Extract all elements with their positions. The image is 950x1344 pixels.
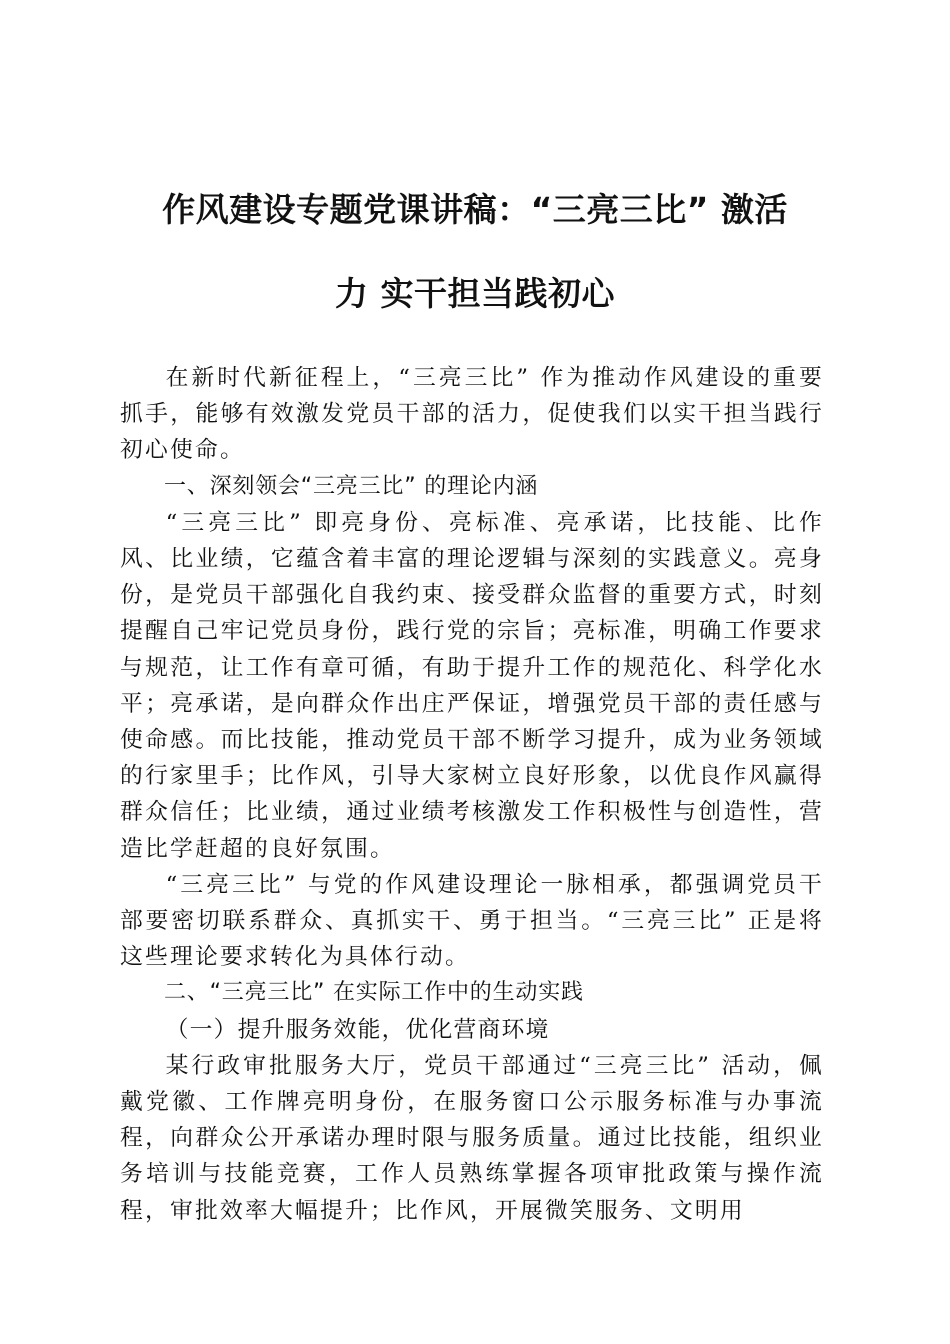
title-line-1: 作风建设专题党课讲稿：“三亮三比” 激活 [162,190,788,229]
section-2-subheading-1: （一）提升服务效能，优化营商环境 [165,1016,550,1043]
title-line-2: 力 实干担当践初心 [335,274,615,313]
section-2-paragraph-1: 某行政审批服务大厅，党员干部通过“三亮三比” 活动，佩戴党徽、工作牌亮明身份，在服务窗口公示服务标准与办事流程，向群众公开承诺办理时限与服务质量。通过比技能，组织业务培训与技能竞赛，工作人员熟练掌握各项审批政策与操作流程，审批效率大幅提升；比作风，开展微笑服务、文明用 [120,1052,824,1224]
document-body [120,360,824,1229]
intro-paragraph: 在新时代新征程上，“三亮三比” 作为推动作风建设的重要抓手，能够有效激发党员干部的活力，促使我们以实干担当践行初心使命。 [120,365,824,464]
section-1-paragraph-1: “三亮三比” 即亮身份、亮标准、亮承诺，比技能、比作风、比业绩，它蕴含着丰富的理论逻辑与深刻的实践意义。亮身份，是党员干部强化自我约束、接受群众监督的重要方式，时刻提醒自己牢记党员身份，践行党的宗旨；亮标准，明确工作要求与规范，让工作有章可循，有助于提升工作的规范化、科学化水平；亮承诺，是向群众作出庄严保证，增强党员干部的责任感与使命感。而比技能，推动党员干部不断学习提升，成为业务领域的行家里手；比作风，引导大家树立良好形象，以优良作风赢得群众信任；比业绩，通过业绩考核激发工作积极性与创造性，营造比学赶超的良好氛围。 [120,509,824,862]
section-2-heading: 二、“三亮三比” 在实际工作中的生动实践 [164,980,584,1006]
section-1-paragraph-2: “三亮三比” 与党的作风建设理论一脉相承，都强调党员干部要密切联系群众、真抓实干、勇于担当。“三亮三比” 正是将这些理论要求转化为具体行动。 [120,871,824,971]
document-title [110,168,840,336]
section-1-heading: 一、深刻领会“三亮三比” 的理论内涵 [164,473,539,499]
